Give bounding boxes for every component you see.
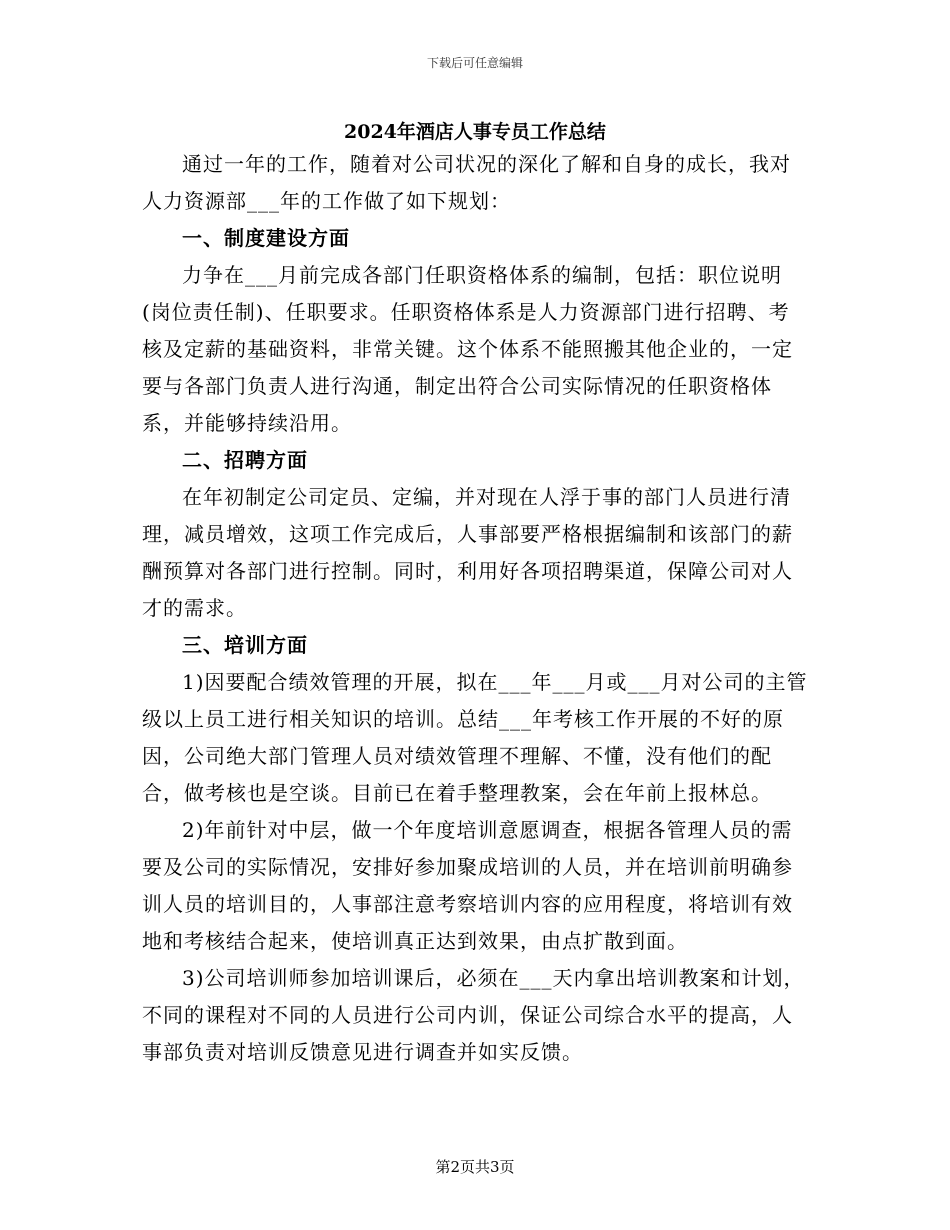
page-header-note: 下载后可任意编辑 <box>426 56 523 70</box>
training-item-1: 1)因要配合绩效管理的开展，拟在___年___月或___月对公司的主管级以上员工进行相关知识的培训。总结___年考核工作开展的不好的原因，公司绝大部门管理人员对绩效管理不理解、不懂，没有他们的配合，做考核也是空谈。目前已在着手整理教案，会在年前上报林总。 <box>142 670 808 805</box>
document-body <box>142 146 808 1071</box>
section-body-recruitment: 在年初制定公司定员、定编，并对现在人浮于事的部门人员进行清理，减员增效，这项工作完成后，人事部要严格根据编制和该部门的薪酬预算对各部门进行控制。同时，利用好各项招聘渠道，保障公司对人才的需求。 <box>142 485 793 620</box>
intro-paragraph: 通过一年的工作，随着对公司状况的深化了解和自身的成长，我对人力资源部___年的工作做了如下规划： <box>142 152 791 213</box>
training-item-2: 2)年前针对中层，做一个年度培训意愿调查，根据各管理人员的需要及公司的实际情况，安排好参加聚成培训的人员，并在培训前明确参训人员的培训目的，人事部注意考察培训内容的应用程度，将培训有效地和考核结合起来，使培训真正达到效果，由点扩散到面。 <box>142 818 793 953</box>
section-body-system: 力争在___月前完成各部门任职资格体系的编制，包括：职位说明(岗位责任制)、任职要求。任职资格体系是人力资源部门进行招聘、考核及定薪的基础资料，非常关键。这个体系不能照搬其他企业的，一定要与各部门负责人进行沟通，制定出符合公司实际情况的任职资格体系，并能够持续沿用。 <box>142 263 793 435</box>
page-number-footer: 第2页共3页 <box>435 1158 515 1176</box>
document-title: 2024年酒店人事专员工作总结 <box>344 121 606 143</box>
training-item-3: 3)公司培训师参加培训课后，必须在___天内拿出培训教案和计划，不同的课程对不同的人员进行公司内训，保证公司综合水平的提高，人事部负责对培训反馈意见进行调查并如实反馈。 <box>142 966 805 1064</box>
section-heading-system: 一、制度建设方面 <box>182 226 350 250</box>
section-heading-training: 三、培训方面 <box>182 633 308 657</box>
section-heading-recruitment: 二、招聘方面 <box>182 448 308 472</box>
